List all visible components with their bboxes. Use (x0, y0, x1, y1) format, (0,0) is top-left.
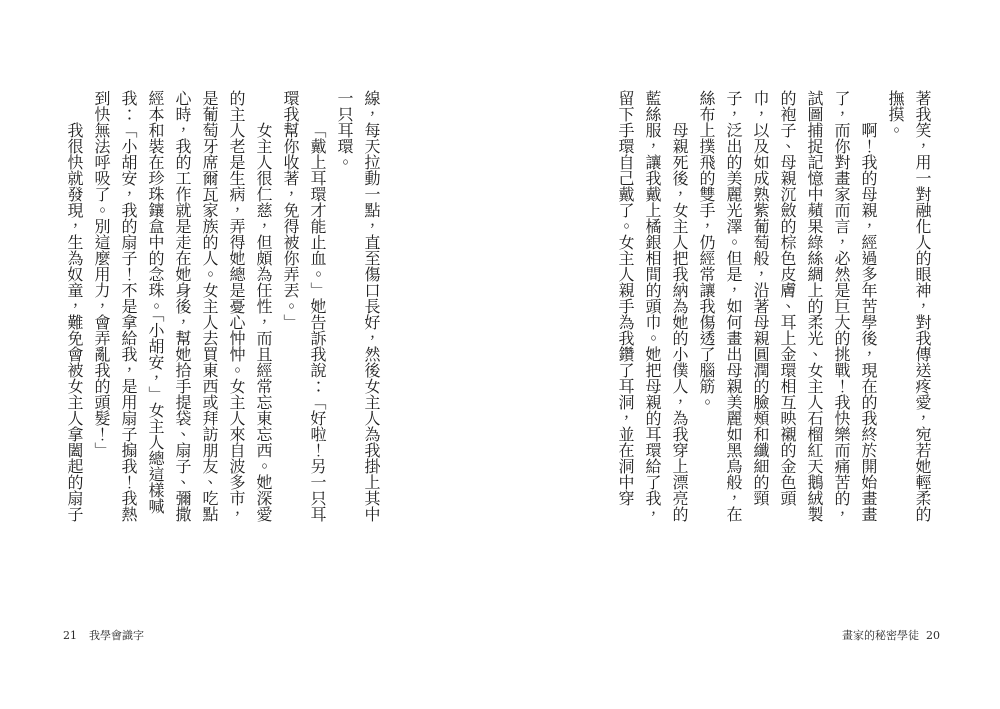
paragraph-continuation: 著我笑，用一對融化人的眼神，對我傳送疼愛，宛若她輕柔的撫摸。 (886, 90, 932, 522)
paragraph: 我很快就發現，生為奴童，難免會被女主人拿闔起的扇子 (65, 122, 84, 522)
left-page-text-block (61, 90, 385, 526)
paragraph: 母親死後，女主人把我納為她的小僕人，為我穿上漂亮的藍絲服，讓我戴上橘銀相間的頭巾。她把母親的耳環給了我，留下手環自己戴了。女主人親手為我鑽了耳洞，並在洞中穿 (616, 90, 689, 522)
paragraph-continuation: 線，每天拉動一點，直至傷口長好，然後女主人為我掛上其中一只耳環。 (335, 90, 381, 522)
chapter-running-title: 我學會識字 (89, 629, 144, 642)
paragraph: 啊！我的母親，經過多年苦學後，現在的我終於開始畫畫了，而你對畫家而言，必然是巨大的挑戰！我快樂而痛苦的，試圖捕捉記憶中蘋果綠絲綢上的柔光、女主人石榴紅天鵝絨製的袍子、母親沉斂的棕色皮膚、耳上金環相互映襯的金色頭巾，以及如成熟紫葡萄般，沿著母親圓潤的臉頰和纖細的頸子，泛出的美麗光澤。但是，如何畫出母親美麗如黑鳥般，在絲布上撲飛的雙手，仍經常讓我傷透了腦筋。 (697, 90, 878, 522)
left-page-number: 21 (63, 629, 77, 642)
paragraph: 女主人很仁慈，但頗為任性，而且經常忘東忘西。她深愛的主人老是生病，弄得她總是憂心忡忡。女主人來自波多市，是葡萄牙席爾瓦家族的人。女主人去買東西或拜訪朋友、吃點心時，我的工作就是走在她身後，幫她拾手提袋、扇子、彌撒經本和裝在珍珠鑲盒中的念珠。「小胡安，」女主人總這樣喊我：「小胡安，我的扇子！不是拿給我，是用扇子搧我！我熱到快無法呼吸了。別這麼用力，會弄亂我的頭髮！」 (92, 90, 273, 522)
right-page-footer (842, 627, 940, 643)
left-page-footer (63, 627, 144, 643)
book-running-title: 畫家的秘密學徒 (842, 629, 919, 642)
right-page-number: 20 (926, 629, 940, 642)
right-page-text-block (612, 90, 936, 526)
paragraph-dialogue: 「戴上耳環才能止血。」她告訴我說：「好啦！另一只耳環我幫你收著，免得被你弄丟。」 (281, 90, 327, 522)
